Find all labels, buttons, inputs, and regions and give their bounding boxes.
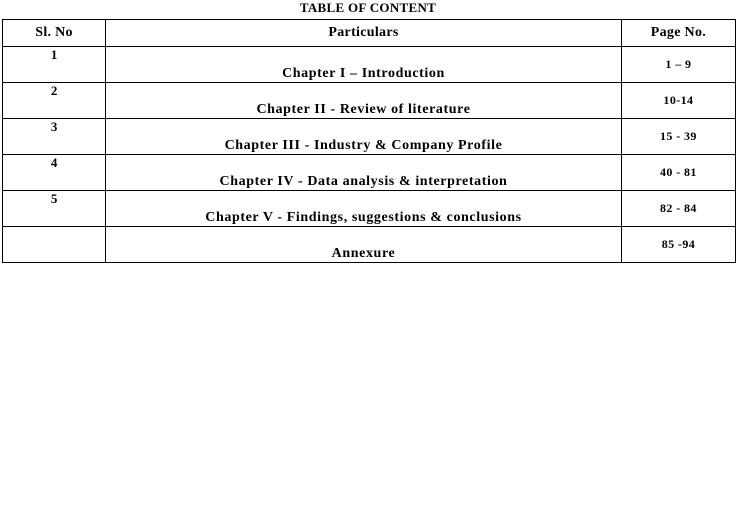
table-row	[3, 119, 736, 155]
header-page-no: Page No.	[621, 20, 735, 47]
header-particulars: Particulars	[106, 20, 622, 47]
sl-no-cell	[3, 227, 106, 263]
particulars-cell: Chapter II - Review of literature	[106, 83, 622, 119]
sl-no-cell: 1	[3, 47, 106, 83]
table-header-row	[3, 20, 736, 47]
table-row	[3, 191, 736, 227]
particulars-cell: Chapter IV - Data analysis & interpretation	[106, 155, 622, 191]
table-row	[3, 227, 736, 263]
sl-no-cell: 3	[3, 119, 106, 155]
page-no-cell: 10-14	[621, 83, 735, 119]
page-no-cell: 1 – 9	[621, 47, 735, 83]
table-row	[3, 83, 736, 119]
header-sl-no: Sl. No	[3, 20, 106, 47]
particulars-cell: Annexure	[106, 227, 622, 263]
page-no-cell: 40 - 81	[621, 155, 735, 191]
particulars-cell: Chapter V - Findings, suggestions & conclusions	[106, 191, 622, 227]
sl-no-cell: 4	[3, 155, 106, 191]
page-title: TABLE OF CONTENT	[299, 0, 437, 15]
page-no-cell: 15 - 39	[621, 119, 735, 155]
page-no-cell: 82 - 84	[621, 191, 735, 227]
sl-no-cell: 5	[3, 191, 106, 227]
table-row	[3, 155, 736, 191]
sl-no-cell: 2	[3, 83, 106, 119]
table-of-contents	[2, 19, 736, 263]
page-no-cell: 85 -94	[621, 227, 735, 263]
particulars-cell: Chapter I – Introduction	[106, 47, 622, 83]
particulars-cell: Chapter III - Industry & Company Profile	[106, 119, 622, 155]
table-row	[3, 47, 736, 83]
